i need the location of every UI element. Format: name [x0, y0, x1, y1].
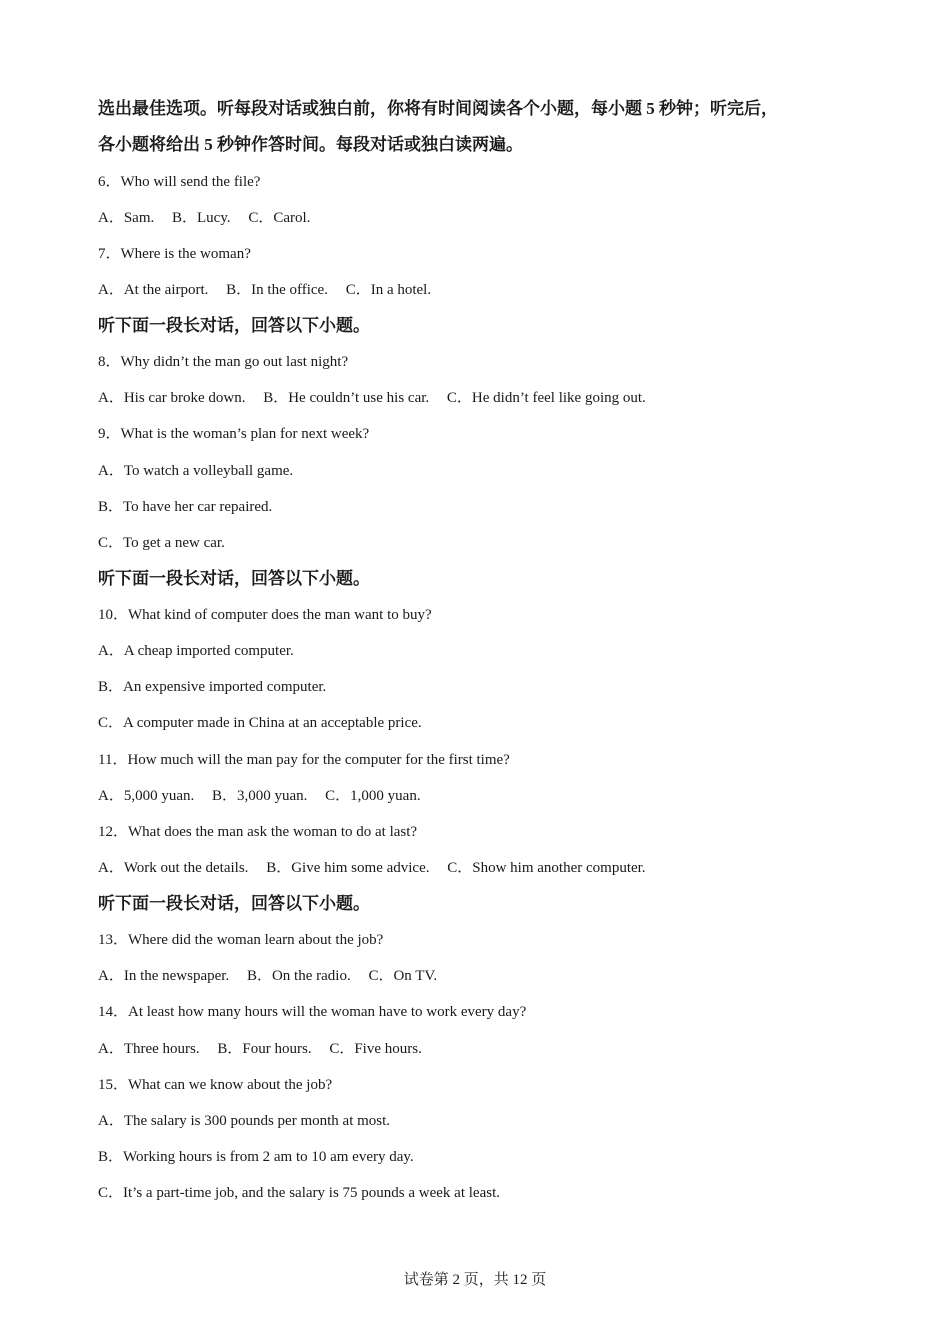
q7-options — [98, 281, 445, 299]
section-header: 听下面一段长对话，回答以下小题。 — [98, 316, 370, 335]
q11-stem: 11．How much will the man pay for the computer for the first time? — [98, 752, 510, 768]
q12-option-a: A．Work out the details. — [98, 860, 249, 876]
q8-option-c: C．He didn’t feel like going out. — [446, 390, 646, 406]
q15-option-b: B．Working hours is from 2 am to 10 am every day. — [98, 1149, 414, 1165]
q10-option-a: A．A cheap imported computer. — [98, 643, 294, 659]
q13-option-c: C．On TV. — [368, 968, 438, 984]
q11-option-c: C．1,000 yuan. — [325, 788, 421, 804]
q7-option-c: C．In a hotel. — [345, 282, 432, 298]
q7-stem: 7．Where is the woman? — [98, 246, 251, 262]
q13-option-a: A．In the newspaper. — [98, 968, 230, 984]
q11-option-b: B．3,000 yuan. — [212, 788, 308, 804]
q11-options — [98, 787, 435, 805]
q6-option-c: C．Carol. — [248, 210, 311, 226]
q13-option-b: B．On the radio. — [246, 968, 351, 984]
q13-options — [98, 967, 451, 985]
q12-option-c: C．Show him another computer. — [447, 860, 646, 876]
q8-option-b: B．He couldn’t use his car. — [263, 390, 430, 406]
q8-option-a: A．His car broke down. — [98, 390, 246, 406]
q14-option-b: B．Four hours. — [217, 1041, 312, 1057]
section-header: 听下面一段长对话，回答以下小题。 — [98, 569, 370, 588]
q14-stem: 14．At least how many hours will the woman have to work every day? — [98, 1004, 527, 1020]
q8-stem: 8．Why didn’t the man go out last night? — [98, 354, 349, 370]
q14-option-c: C．Five hours. — [329, 1041, 422, 1057]
q10-option-c: C．A computer made in China at an acceptable price. — [98, 715, 422, 731]
q15-option-c: C．It’s a part-time job, and the salary is 75 pounds a week at least. — [98, 1185, 500, 1201]
q10-option-b: B．An expensive imported computer. — [98, 679, 327, 695]
q11-option-a: A．5,000 yuan. — [98, 788, 195, 804]
section-header: 听下面一段长对话，回答以下小题。 — [98, 894, 370, 913]
q9-option-c: C．To get a new car. — [98, 535, 225, 551]
q6-stem: 6．Who will send the file? — [98, 174, 261, 190]
q7-option-a: A．At the airport. — [98, 282, 209, 298]
q12-option-b: B．Give him some advice. — [266, 860, 430, 876]
q9-option-a: A．To watch a volleyball game. — [98, 463, 294, 479]
q8-options — [98, 389, 660, 407]
q13-stem: 13．Where did the woman learn about the job? — [98, 932, 384, 948]
q6-options — [98, 209, 324, 227]
q15-stem: 15．What can we know about the job? — [98, 1077, 333, 1093]
page-footer: 试卷第 2 页，共 12 页 — [403, 1272, 547, 1288]
q6-option-a: A．Sam. — [98, 210, 155, 226]
instructions-line-1: 选出最佳选项。听每段对话或独白前，你将有时间阅读各个小题，每小题 5 秒钟；听完后， — [98, 99, 778, 118]
q7-option-b: B．In the office. — [226, 282, 328, 298]
q14-option-a: A．Three hours. — [98, 1041, 200, 1057]
instructions-line-2: 各小题将给出 5 秒钟作答时间。每段对话或独白读两遍。 — [98, 135, 523, 154]
q14-options — [98, 1040, 436, 1058]
q6-option-b: B．Lucy. — [172, 210, 231, 226]
q10-stem: 10．What kind of computer does the man want to buy? — [98, 607, 432, 623]
q9-stem: 9．What is the woman’s plan for next week? — [98, 426, 370, 442]
q12-options — [98, 859, 660, 877]
q15-option-a: A．The salary is 300 pounds per month at most. — [98, 1113, 391, 1129]
q9-option-b: B．To have her car repaired. — [98, 499, 273, 515]
q12-stem: 12．What does the man ask the woman to do at last? — [98, 824, 418, 840]
